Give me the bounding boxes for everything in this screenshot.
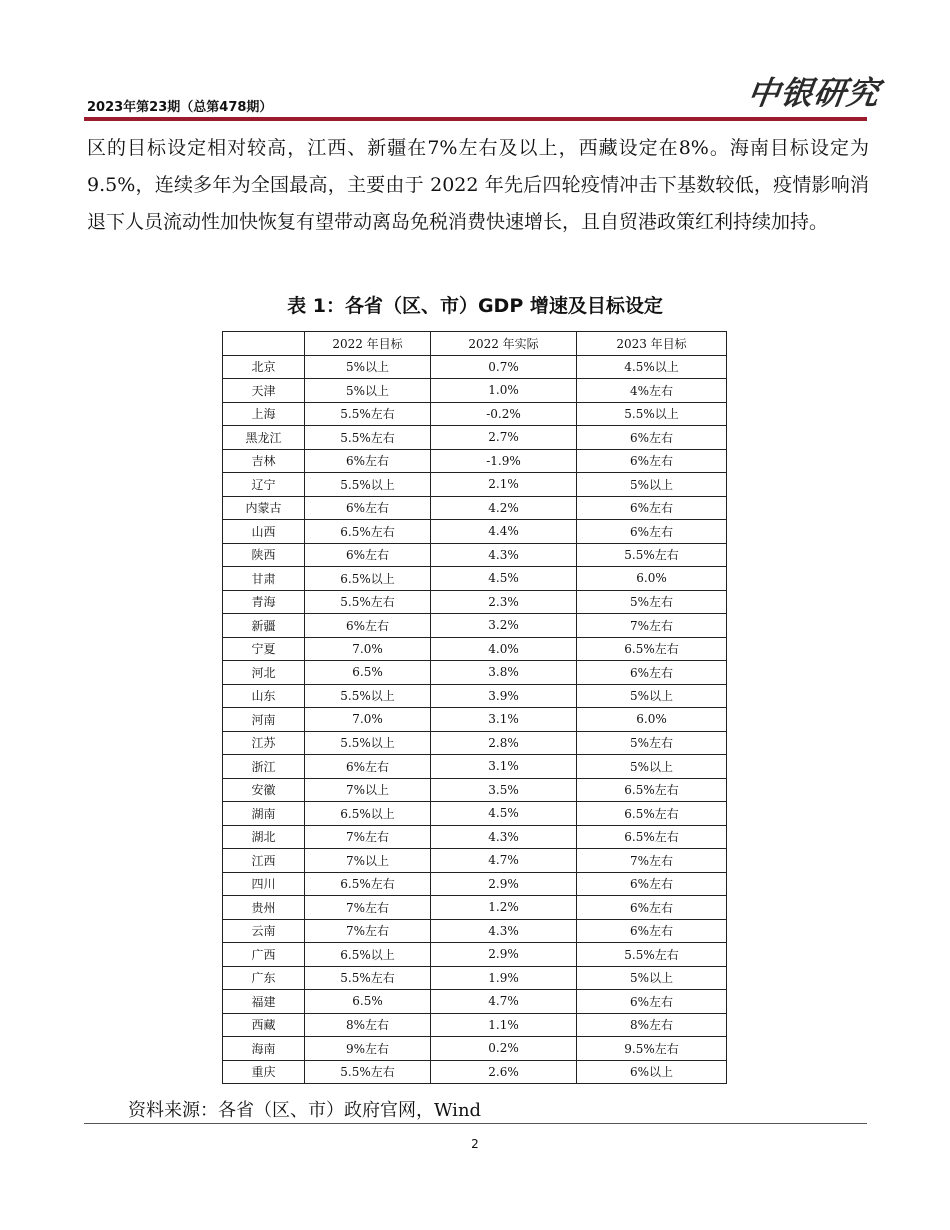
table-row: [223, 449, 727, 473]
cell-region: 江苏: [223, 731, 305, 755]
cell-region: 宁夏: [223, 637, 305, 661]
cell-2023-target: 5.5%左右: [577, 543, 727, 567]
source-note: 资料来源：各省（区、市）政府官网，Wind: [128, 1100, 482, 1121]
cell-2022-target: 6.5%左右: [305, 872, 431, 896]
cell-2022-target: 7%左右: [305, 896, 431, 920]
cell-2022-target: 6.5%: [305, 661, 431, 685]
cell-2023-target: 6.5%左右: [577, 637, 727, 661]
cell-2022-actual: 2.6%: [431, 1060, 577, 1084]
cell-2022-target: 6.5%以上: [305, 943, 431, 967]
table-row: [223, 379, 727, 403]
table-row: [223, 684, 727, 708]
cell-2022-actual: 1.9%: [431, 966, 577, 990]
table-row: [223, 637, 727, 661]
cell-2022-target: 5.5%以上: [305, 731, 431, 755]
table-row: [223, 872, 727, 896]
cell-2022-target: 5%以上: [305, 379, 431, 403]
cell-2022-actual: 1.1%: [431, 1013, 577, 1037]
cell-2023-target: 5%以上: [577, 684, 727, 708]
cell-2022-actual: 2.9%: [431, 943, 577, 967]
cell-region: 内蒙古: [223, 496, 305, 520]
header-cell-2023-target: 2023 年目标: [577, 332, 727, 356]
cell-2022-target: 5%以上: [305, 355, 431, 379]
cell-2022-actual: 2.1%: [431, 473, 577, 497]
gdp-target-table: [222, 331, 727, 1084]
table-row: [223, 473, 727, 497]
cell-region: 广东: [223, 966, 305, 990]
table-row: [223, 496, 727, 520]
cell-2023-target: 6%左右: [577, 449, 727, 473]
cell-region: 海南: [223, 1037, 305, 1061]
table-row: [223, 966, 727, 990]
cell-2022-actual: 4.2%: [431, 496, 577, 520]
cell-2022-actual: 2.7%: [431, 426, 577, 450]
cell-2022-target: 5.5%左右: [305, 590, 431, 614]
table-title: 表 1：各省（区、市）GDP 增速及目标设定: [287, 295, 663, 317]
table-row: [223, 614, 727, 638]
cell-2022-target: 6%左右: [305, 755, 431, 779]
cell-region: 重庆: [223, 1060, 305, 1084]
cell-2023-target: 6%左右: [577, 990, 727, 1014]
cell-region: 新疆: [223, 614, 305, 638]
cell-region: 浙江: [223, 755, 305, 779]
cell-2023-target: 6%左右: [577, 896, 727, 920]
cell-2022-actual: 2.8%: [431, 731, 577, 755]
table-row: [223, 402, 727, 426]
cell-2022-target: 6.5%左右: [305, 520, 431, 544]
cell-2022-target: 7%左右: [305, 825, 431, 849]
cell-region: 山东: [223, 684, 305, 708]
cell-2022-target: 6%左右: [305, 614, 431, 638]
cell-region: 安徽: [223, 778, 305, 802]
table-row: [223, 849, 727, 873]
cell-region: 广西: [223, 943, 305, 967]
table-row: [223, 943, 727, 967]
cell-2022-target: 6%左右: [305, 496, 431, 520]
table-row: [223, 355, 727, 379]
cell-2022-target: 5.5%左右: [305, 966, 431, 990]
header-cell-2022-actual: 2022 年实际: [431, 332, 577, 356]
cell-2022-actual: 3.8%: [431, 661, 577, 685]
cell-region: 上海: [223, 402, 305, 426]
cell-2023-target: 6%左右: [577, 496, 727, 520]
table-header-row: [223, 332, 727, 356]
header-cell-region: [223, 332, 305, 356]
cell-region: 陕西: [223, 543, 305, 567]
cell-2023-target: 6%左右: [577, 520, 727, 544]
cell-2023-target: 8%左右: [577, 1013, 727, 1037]
cell-2022-actual: 3.5%: [431, 778, 577, 802]
cell-2022-target: 6.5%以上: [305, 802, 431, 826]
cell-2022-target: 7%左右: [305, 919, 431, 943]
table-row: [223, 590, 727, 614]
cell-region: 甘肃: [223, 567, 305, 591]
table-row: [223, 567, 727, 591]
cell-2022-actual: 4.5%: [431, 567, 577, 591]
page-number: 2: [471, 1137, 479, 1151]
cell-2022-target: 6.5%: [305, 990, 431, 1014]
cell-2023-target: 5%左右: [577, 731, 727, 755]
table-row: [223, 778, 727, 802]
cell-region: 天津: [223, 379, 305, 403]
table-row: [223, 1013, 727, 1037]
issue-label: 2023年第23期（总第478期）: [87, 100, 273, 115]
body-paragraph: 区的目标设定相对较高，江西、新疆在7%左右及以上，西藏设定在8%。海南目标设定为 9.5%，连续多年为全国最高，主要由于 2022 年先后四轮疫情冲击下基数较低，疫情影响消退下人员流动性加快恢复有望带动离岛免税消费快速增长，且自贸港政策红利持续加持。: [87, 137, 869, 233]
table-row: [223, 520, 727, 544]
cell-2023-target: 6%以上: [577, 1060, 727, 1084]
cell-2023-target: 5.5%以上: [577, 402, 727, 426]
table-row: [223, 1037, 727, 1061]
cell-2022-target: 5.5%左右: [305, 426, 431, 450]
cell-2022-actual: 4.7%: [431, 990, 577, 1014]
cell-2022-target: 6.5%以上: [305, 567, 431, 591]
cell-2022-target: 5.5%以上: [305, 473, 431, 497]
table-row: [223, 919, 727, 943]
cell-2023-target: 5%以上: [577, 473, 727, 497]
cell-2022-actual: 4.3%: [431, 919, 577, 943]
brand-logo: 中银研究: [745, 74, 883, 112]
cell-2022-target: 6%左右: [305, 449, 431, 473]
table-row: [223, 755, 727, 779]
cell-region: 四川: [223, 872, 305, 896]
cell-2022-actual: 0.7%: [431, 355, 577, 379]
table-body: [223, 355, 727, 1084]
cell-2023-target: 6.5%左右: [577, 778, 727, 802]
header-divider: [84, 117, 867, 121]
cell-2023-target: 6.5%左右: [577, 802, 727, 826]
cell-region: 湖南: [223, 802, 305, 826]
cell-region: 江西: [223, 849, 305, 873]
cell-2022-target: 8%左右: [305, 1013, 431, 1037]
cell-2023-target: 6%左右: [577, 661, 727, 685]
cell-region: 黑龙江: [223, 426, 305, 450]
cell-region: 河北: [223, 661, 305, 685]
cell-2023-target: 6.5%左右: [577, 825, 727, 849]
cell-2022-actual: 1.0%: [431, 379, 577, 403]
cell-region: 河南: [223, 708, 305, 732]
cell-2023-target: 6.0%: [577, 708, 727, 732]
cell-2023-target: 5.5%左右: [577, 943, 727, 967]
cell-2023-target: 6%左右: [577, 426, 727, 450]
cell-2022-target: 7%以上: [305, 778, 431, 802]
cell-2022-actual: 3.2%: [431, 614, 577, 638]
cell-2022-target: 5.5%以上: [305, 684, 431, 708]
cell-2023-target: 9.5%左右: [577, 1037, 727, 1061]
cell-2023-target: 7%左右: [577, 849, 727, 873]
cell-2022-actual: 3.1%: [431, 708, 577, 732]
cell-2022-actual: 1.2%: [431, 896, 577, 920]
cell-region: 山西: [223, 520, 305, 544]
header-cell-2022-target: 2022 年目标: [305, 332, 431, 356]
cell-2023-target: 6%左右: [577, 872, 727, 896]
cell-2023-target: 6%左右: [577, 919, 727, 943]
cell-region: 西藏: [223, 1013, 305, 1037]
cell-2022-actual: 4.3%: [431, 543, 577, 567]
cell-2022-target: 6%左右: [305, 543, 431, 567]
table-row: [223, 661, 727, 685]
table-row: [223, 990, 727, 1014]
cell-2022-actual: -0.2%: [431, 402, 577, 426]
cell-2022-actual: -1.9%: [431, 449, 577, 473]
cell-region: 辽宁: [223, 473, 305, 497]
cell-region: 吉林: [223, 449, 305, 473]
cell-2022-actual: 4.4%: [431, 520, 577, 544]
table-row: [223, 1060, 727, 1084]
cell-2022-target: 5.5%左右: [305, 1060, 431, 1084]
table-row: [223, 543, 727, 567]
cell-2022-actual: 2.3%: [431, 590, 577, 614]
cell-2023-target: 5%以上: [577, 966, 727, 990]
cell-2022-actual: 2.9%: [431, 872, 577, 896]
cell-2022-target: 9%左右: [305, 1037, 431, 1061]
cell-2022-actual: 3.9%: [431, 684, 577, 708]
cell-2022-target: 7.0%: [305, 708, 431, 732]
cell-region: 云南: [223, 919, 305, 943]
cell-2023-target: 5%以上: [577, 755, 727, 779]
cell-2023-target: 6.0%: [577, 567, 727, 591]
cell-2022-actual: 3.1%: [431, 755, 577, 779]
footer-divider: [84, 1123, 867, 1124]
cell-region: 北京: [223, 355, 305, 379]
table-row: [223, 708, 727, 732]
cell-2023-target: 7%左右: [577, 614, 727, 638]
cell-2022-target: 7%以上: [305, 849, 431, 873]
cell-2023-target: 4%左右: [577, 379, 727, 403]
table-row: [223, 426, 727, 450]
cell-2022-actual: 4.7%: [431, 849, 577, 873]
cell-2022-actual: 4.0%: [431, 637, 577, 661]
cell-2022-target: 7.0%: [305, 637, 431, 661]
cell-2022-target: 5.5%左右: [305, 402, 431, 426]
cell-region: 湖北: [223, 825, 305, 849]
cell-2023-target: 5%左右: [577, 590, 727, 614]
table-row: [223, 731, 727, 755]
cell-2022-actual: 0.2%: [431, 1037, 577, 1061]
cell-region: 福建: [223, 990, 305, 1014]
table-row: [223, 825, 727, 849]
cell-2022-actual: 4.3%: [431, 825, 577, 849]
cell-2023-target: 4.5%以上: [577, 355, 727, 379]
cell-region: 贵州: [223, 896, 305, 920]
cell-region: 青海: [223, 590, 305, 614]
cell-2022-actual: 4.5%: [431, 802, 577, 826]
table-row: [223, 802, 727, 826]
table-row: [223, 896, 727, 920]
